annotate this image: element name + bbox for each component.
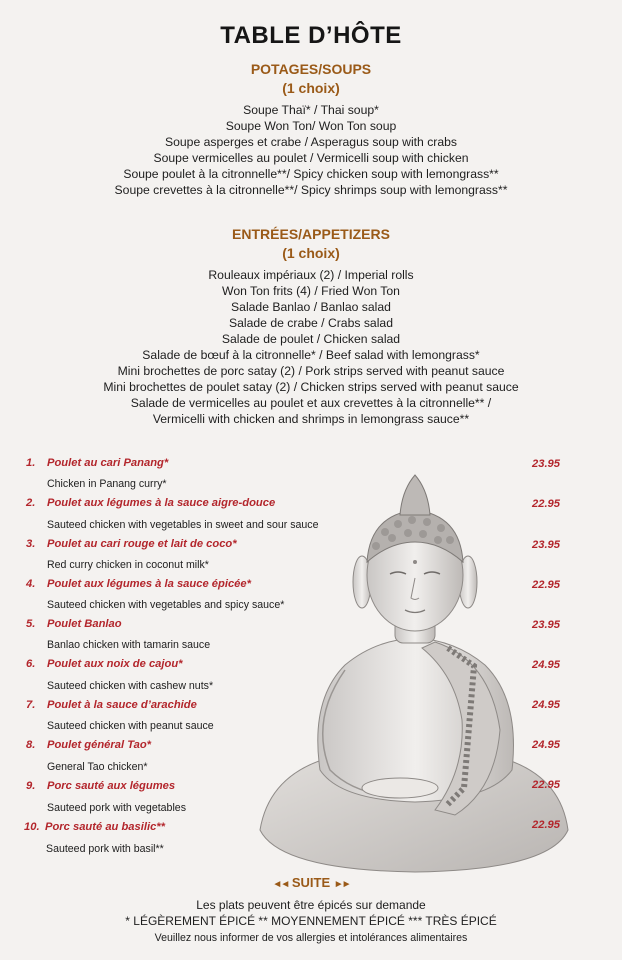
dish-description: Sauteed chicken with peanut sauce <box>47 720 214 732</box>
dish-name: 4. Poulet aux légumes à la sauce épicée* <box>26 578 251 590</box>
dish-price: 24.95 <box>532 699 560 711</box>
dish-description: Sauteed chicken with vegetables in sweet and sour sauce <box>47 519 319 531</box>
soup-item: Soupe Won Ton/ Won Ton soup <box>225 119 397 133</box>
dish-price: 22.95 <box>532 498 560 510</box>
left-arrows-icon: ◄◄ <box>272 879 289 890</box>
appetizers-choice: (1 choix) <box>282 245 340 261</box>
dish-price: 22.95 <box>532 779 560 791</box>
spice-legend: * LÉGÈREMENT ÉPICÉ ** MOYENNEMENT ÉPICÉ *** TRÈS ÉPICÉ <box>125 914 497 928</box>
allergy-note: Veuillez nous informer de vos allergies et intolérances alimentaires <box>154 932 468 944</box>
appetizer-item: Won Ton frits (4) / Fried Won Ton <box>222 284 400 298</box>
dish-name: 8. Poulet général Tao* <box>26 739 152 751</box>
appetizer-item: Salade de crabe / Crabs salad <box>229 316 393 330</box>
appetizers-list <box>0 267 622 427</box>
dish-name: 5. Poulet Banlao <box>26 618 122 630</box>
appetizer-item: Salade de vermicelles au poulet et aux crevettes à la citronnelle** / <box>130 396 492 410</box>
dish-description: Sauteed chicken with cashew nuts* <box>47 680 214 692</box>
dish-price: 24.95 <box>532 739 560 751</box>
dish-name: 7. Poulet à la sauce d’arachide <box>26 699 197 711</box>
soups-heading: POTAGES/SOUPS <box>250 61 372 77</box>
dish-description: General Tao chicken* <box>47 761 148 773</box>
dish-description: Sauteed pork with basil** <box>46 843 164 855</box>
soup-item: Soupe crevettes à la citronnelle**/ Spicy shrimps soup with lemongrass** <box>114 183 508 197</box>
dish-price: 23.95 <box>532 619 560 631</box>
soup-item: Soupe asperges et crabe / Asperagus soup with crabs <box>165 135 457 149</box>
buddha-illustration <box>250 470 580 880</box>
dish-name: 3. Poulet au cari rouge et lait de coco* <box>26 538 237 550</box>
dish-name: 1. Poulet au cari Panang* <box>26 457 169 469</box>
dish-name: 9. Porc sauté aux légumes <box>26 780 176 792</box>
dish-name: 10. Porc sauté au basilic** <box>24 821 166 833</box>
appetizer-item: Salade Banlao / Banlao salad <box>231 300 391 314</box>
appetizer-item: Mini brochettes de porc satay (2) / Pork strips served with peanut sauce <box>117 364 505 378</box>
spice-note: Les plats peuvent être épicés sur demande <box>196 898 426 912</box>
appetizers-heading: ENTRÉES/APPETIZERS <box>232 226 390 242</box>
dish-price: 22.95 <box>532 579 560 591</box>
dish-price: 24.95 <box>532 659 560 671</box>
soup-item: Soupe Thaï* / Thai soup* <box>243 103 379 117</box>
dish-description: Sauteed pork with vegetables <box>47 802 186 814</box>
soup-item: Soupe poulet à la citronnelle**/ Spicy chicken soup with lemongrass** <box>123 167 499 181</box>
soups-choice: (1 choix) <box>282 80 340 96</box>
dish-price: 23.95 <box>532 539 560 551</box>
appetizer-item: Rouleaux impériaux (2) / Imperial rolls <box>208 268 414 282</box>
dish-description: Red curry chicken in coconut milk* <box>47 559 209 571</box>
dish-description: Sauteed chicken with vegetables and spicy sauce* <box>47 599 285 611</box>
appetizer-item: Vermicelli with chicken and shrimps in lemongrass sauce** <box>152 412 470 426</box>
suite-label: ◄◄ SUITE ►► <box>272 875 350 890</box>
appetizer-item: Mini brochettes de poulet satay (2) / Chicken strips served with peanut sauce <box>103 380 519 394</box>
appetizer-item: Salade de poulet / Chicken salad <box>221 332 401 346</box>
dish-name: 6. Poulet aux noix de cajou* <box>26 658 183 670</box>
dish-description: Chicken in Panang curry* <box>47 478 167 490</box>
right-arrows-icon: ►► <box>333 879 350 890</box>
soup-item: Soupe vermicelles au poulet / Vermicelli soup with chicken <box>153 151 469 165</box>
page-title: TABLE D’HÔTE <box>220 22 402 49</box>
soups-list <box>0 102 622 198</box>
dish-name: 2. Poulet aux légumes à la sauce aigre-douce <box>26 497 276 509</box>
appetizer-item: Salade de bœuf à la citronnelle* / Beef salad with lemongrass* <box>142 348 480 362</box>
dish-description: Banlao chicken with tamarin sauce <box>47 639 211 651</box>
dish-price: 23.95 <box>532 458 560 470</box>
dish-price: 22.95 <box>532 819 560 831</box>
